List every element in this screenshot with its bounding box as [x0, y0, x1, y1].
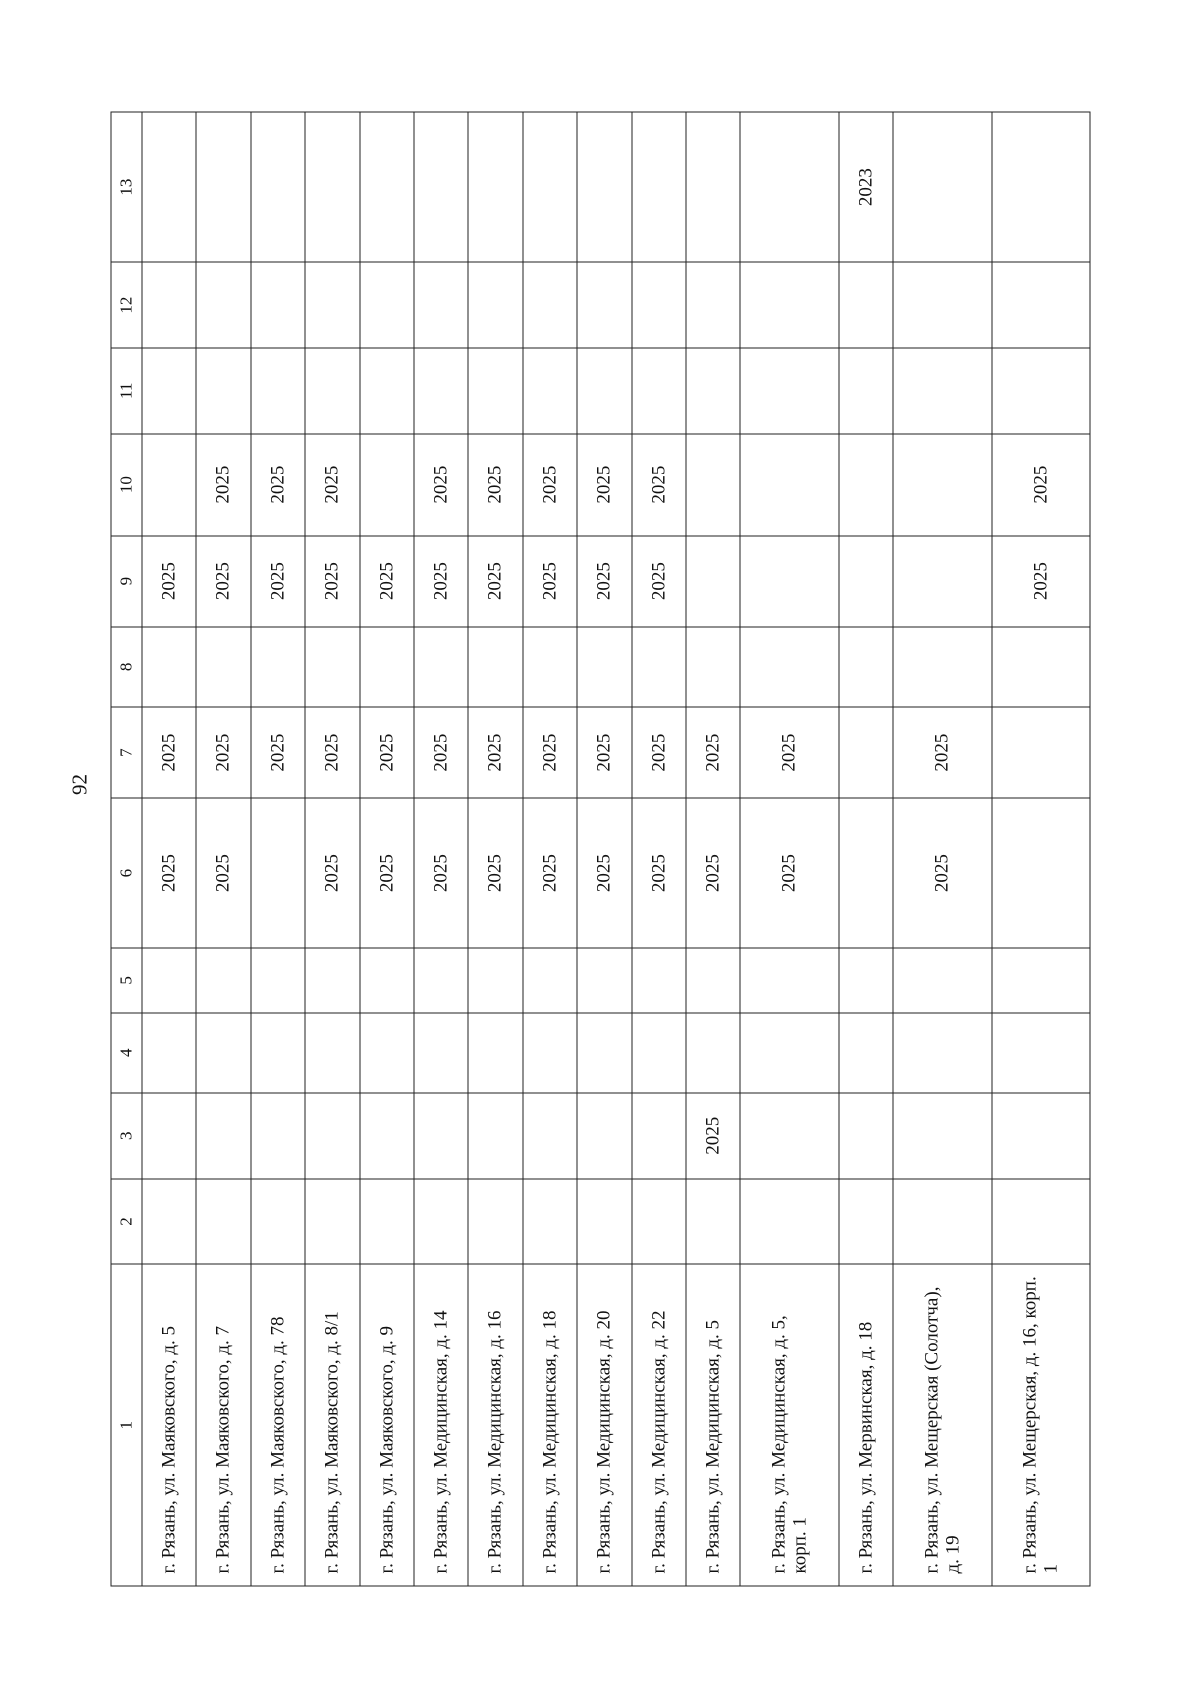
- year-cell-col-10: [142, 433, 196, 535]
- year-cell-col-3: [359, 1092, 413, 1178]
- year-cell-col-12: [838, 262, 892, 348]
- table-row: [413, 112, 467, 1586]
- year-cell-col-3: [838, 1092, 892, 1178]
- address-cell: г. Рязань, ул. Мещерская (Солотча), д. 19: [893, 1264, 991, 1586]
- year-cell-col-6: [991, 798, 1089, 948]
- column-header-6: 6: [111, 798, 142, 948]
- year-cell-col-13: [740, 112, 838, 262]
- column-header-4: 4: [111, 1012, 142, 1092]
- table-row: [577, 112, 631, 1586]
- year-cell-col-8: [838, 626, 892, 706]
- year-cell-col-9: 2025: [468, 535, 522, 626]
- address-cell: г. Рязань, ул. Медицинская, д. 14: [413, 1264, 467, 1586]
- year-cell-col-9: 2025: [413, 535, 467, 626]
- year-cell-col-13: [359, 112, 413, 262]
- year-cell-col-5: [468, 948, 522, 1012]
- year-cell-col-5: [142, 948, 196, 1012]
- year-cell-col-4: [522, 1012, 576, 1092]
- table-row: [196, 112, 250, 1586]
- address-cell: г. Рязань, ул. Медицинская, д. 20: [577, 1264, 631, 1586]
- year-cell-col-4: [838, 1012, 892, 1092]
- year-cell-col-11: [250, 347, 304, 433]
- year-cell-col-5: [196, 948, 250, 1012]
- column-header-12: 12: [111, 262, 142, 348]
- year-cell-col-8: [522, 626, 576, 706]
- table-row: [838, 112, 892, 1586]
- year-cell-col-4: [468, 1012, 522, 1092]
- table-row: [991, 112, 1089, 1586]
- year-cell-col-4: [991, 1012, 1089, 1092]
- year-cell-col-2: [142, 1178, 196, 1264]
- year-cell-col-13: [413, 112, 467, 262]
- year-cell-col-3: [250, 1092, 304, 1178]
- year-cell-col-2: [893, 1178, 991, 1264]
- year-cell-col-2: [413, 1178, 467, 1264]
- year-cell-col-4: [250, 1012, 304, 1092]
- year-cell-col-5: [250, 948, 304, 1012]
- year-cell-col-4: [685, 1012, 739, 1092]
- year-cell-col-10: 2025: [468, 433, 522, 535]
- data-table: [110, 111, 1090, 1586]
- year-cell-col-4: [631, 1012, 685, 1092]
- year-cell-col-3: [893, 1092, 991, 1178]
- table-row: [305, 112, 359, 1586]
- year-cell-col-12: [522, 262, 576, 348]
- year-cell-col-2: [305, 1178, 359, 1264]
- year-cell-col-13: [142, 112, 196, 262]
- year-cell-col-6: 2025: [522, 798, 576, 948]
- address-cell: г. Рязань, ул. Медицинская, д. 22: [631, 1264, 685, 1586]
- address-cell: г. Рязань, ул. Маяковского, д. 78: [250, 1264, 304, 1586]
- address-cell: г. Рязань, ул. Маяковского, д. 9: [359, 1264, 413, 1586]
- year-cell-col-10: 2025: [413, 433, 467, 535]
- year-cell-col-6: 2025: [196, 798, 250, 948]
- year-cell-col-11: [522, 347, 576, 433]
- year-cell-col-2: [522, 1178, 576, 1264]
- year-cell-col-13: [893, 112, 991, 262]
- column-header-7: 7: [111, 707, 142, 798]
- year-cell-col-4: [413, 1012, 467, 1092]
- table-row: [685, 112, 739, 1586]
- year-cell-col-3: [991, 1092, 1089, 1178]
- year-cell-col-4: [740, 1012, 838, 1092]
- column-header-5: 5: [111, 948, 142, 1012]
- year-cell-col-12: [631, 262, 685, 348]
- year-cell-col-8: [250, 626, 304, 706]
- year-cell-col-2: [838, 1178, 892, 1264]
- year-cell-col-4: [305, 1012, 359, 1092]
- year-cell-col-7: 2025: [685, 707, 739, 798]
- address-cell: г. Рязань, ул. Медицинская, д. 18: [522, 1264, 576, 1586]
- year-cell-col-12: [359, 262, 413, 348]
- table-row: [522, 112, 576, 1586]
- year-cell-col-11: [838, 347, 892, 433]
- year-cell-col-5: [893, 948, 991, 1012]
- year-cell-col-7: 2025: [250, 707, 304, 798]
- year-cell-col-12: [305, 262, 359, 348]
- year-cell-col-6: 2025: [685, 798, 739, 948]
- year-cell-col-8: [305, 626, 359, 706]
- year-cell-col-8: [740, 626, 838, 706]
- year-cell-col-5: [413, 948, 467, 1012]
- year-cell-col-7: [991, 707, 1089, 798]
- year-cell-col-7: 2025: [468, 707, 522, 798]
- table-row: [893, 112, 991, 1586]
- year-cell-col-13: [991, 112, 1089, 262]
- year-cell-col-11: [991, 347, 1089, 433]
- year-cell-col-10: [838, 433, 892, 535]
- address-cell: г. Рязань, ул. Маяковского, д. 7: [196, 1264, 250, 1586]
- year-cell-col-12: [577, 262, 631, 348]
- year-cell-col-9: 2025: [305, 535, 359, 626]
- year-cell-col-13: [522, 112, 576, 262]
- year-cell-col-13: [196, 112, 250, 262]
- year-cell-col-6: 2025: [359, 798, 413, 948]
- year-cell-col-11: [893, 347, 991, 433]
- address-cell: г. Рязань, ул. Мервинская, д. 18: [838, 1264, 892, 1586]
- year-cell-col-12: [142, 262, 196, 348]
- year-cell-col-2: [577, 1178, 631, 1264]
- year-cell-col-5: [631, 948, 685, 1012]
- year-cell-col-11: [305, 347, 359, 433]
- year-cell-col-5: [522, 948, 576, 1012]
- year-cell-col-7: 2025: [893, 707, 991, 798]
- column-header-13: 13: [111, 112, 142, 262]
- year-cell-col-3: [196, 1092, 250, 1178]
- year-cell-col-2: [631, 1178, 685, 1264]
- year-cell-col-7: 2025: [196, 707, 250, 798]
- address-cell: г. Рязань, ул. Медицинская, д. 5: [685, 1264, 739, 1586]
- year-cell-col-12: [685, 262, 739, 348]
- year-cell-col-13: [468, 112, 522, 262]
- year-cell-col-8: [413, 626, 467, 706]
- year-cell-col-6: [838, 798, 892, 948]
- rotated-table-container: [110, 111, 1090, 1586]
- year-cell-col-13: [250, 112, 304, 262]
- year-cell-col-9: [838, 535, 892, 626]
- year-cell-col-10: 2025: [305, 433, 359, 535]
- year-cell-col-12: [413, 262, 467, 348]
- address-cell: г. Рязань, ул. Мещерская, д. 16, корп. 1: [991, 1264, 1089, 1586]
- column-header-10: 10: [111, 433, 142, 535]
- year-cell-col-9: [685, 535, 739, 626]
- year-cell-col-10: 2025: [250, 433, 304, 535]
- year-cell-col-13: [685, 112, 739, 262]
- year-cell-col-7: 2025: [631, 707, 685, 798]
- address-cell: г. Рязань, ул. Маяковского, д. 5: [142, 1264, 196, 1586]
- year-cell-col-10: [893, 433, 991, 535]
- year-cell-col-9: 2025: [142, 535, 196, 626]
- year-cell-col-7: 2025: [577, 707, 631, 798]
- year-cell-col-6: 2025: [740, 798, 838, 948]
- year-cell-col-5: [838, 948, 892, 1012]
- year-cell-col-5: [685, 948, 739, 1012]
- year-cell-col-4: [359, 1012, 413, 1092]
- column-header-8: 8: [111, 626, 142, 706]
- year-cell-col-7: 2025: [359, 707, 413, 798]
- year-cell-col-3: [142, 1092, 196, 1178]
- year-cell-col-6: 2025: [893, 798, 991, 948]
- year-cell-col-8: [631, 626, 685, 706]
- year-cell-col-6: 2025: [577, 798, 631, 948]
- year-cell-col-9: 2025: [577, 535, 631, 626]
- year-cell-col-2: [991, 1178, 1089, 1264]
- year-cell-col-4: [142, 1012, 196, 1092]
- year-cell-col-11: [740, 347, 838, 433]
- year-cell-col-12: [893, 262, 991, 348]
- year-cell-col-4: [577, 1012, 631, 1092]
- year-cell-col-7: 2025: [413, 707, 467, 798]
- year-cell-col-7: 2025: [142, 707, 196, 798]
- table-row: [142, 112, 196, 1586]
- year-cell-col-8: [468, 626, 522, 706]
- year-cell-col-6: 2025: [468, 798, 522, 948]
- year-cell-col-4: [196, 1012, 250, 1092]
- year-cell-col-2: [196, 1178, 250, 1264]
- year-cell-col-11: [577, 347, 631, 433]
- year-cell-col-3: 2025: [685, 1092, 739, 1178]
- year-cell-col-9: [740, 535, 838, 626]
- year-cell-col-13: 2023: [838, 112, 892, 262]
- table-row: [250, 112, 304, 1586]
- year-cell-col-3: [522, 1092, 576, 1178]
- year-cell-col-2: [250, 1178, 304, 1264]
- year-cell-col-8: [577, 626, 631, 706]
- year-cell-col-2: [740, 1178, 838, 1264]
- column-header-11: 11: [111, 347, 142, 433]
- year-cell-col-9: 2025: [631, 535, 685, 626]
- year-cell-col-8: [196, 626, 250, 706]
- table-row: [359, 112, 413, 1586]
- page-number: 92: [67, 774, 92, 795]
- year-cell-col-5: [359, 948, 413, 1012]
- year-cell-col-11: [685, 347, 739, 433]
- year-cell-col-5: [577, 948, 631, 1012]
- year-cell-col-7: 2025: [305, 707, 359, 798]
- year-cell-col-10: 2025: [577, 433, 631, 535]
- year-cell-col-10: [359, 433, 413, 535]
- year-cell-col-11: [631, 347, 685, 433]
- year-cell-col-11: [359, 347, 413, 433]
- year-cell-col-9: 2025: [991, 535, 1089, 626]
- year-cell-col-3: [577, 1092, 631, 1178]
- year-cell-col-11: [142, 347, 196, 433]
- year-cell-col-7: [838, 707, 892, 798]
- year-cell-col-10: 2025: [631, 433, 685, 535]
- year-cell-col-3: [305, 1092, 359, 1178]
- year-cell-col-6: 2025: [305, 798, 359, 948]
- year-cell-col-9: 2025: [250, 535, 304, 626]
- address-cell: г. Рязань, ул. Медицинская, д. 16: [468, 1264, 522, 1586]
- year-cell-col-4: [893, 1012, 991, 1092]
- year-cell-col-3: [631, 1092, 685, 1178]
- year-cell-col-7: 2025: [740, 707, 838, 798]
- year-cell-col-9: 2025: [359, 535, 413, 626]
- year-cell-col-6: 2025: [631, 798, 685, 948]
- address-cell: г. Рязань, ул. Маяковского, д. 8/1: [305, 1264, 359, 1586]
- year-cell-col-13: [577, 112, 631, 262]
- year-cell-col-8: [359, 626, 413, 706]
- year-cell-col-10: 2025: [991, 433, 1089, 535]
- column-header-9: 9: [111, 535, 142, 626]
- year-cell-col-3: [740, 1092, 838, 1178]
- year-cell-col-5: [305, 948, 359, 1012]
- column-header-2: 2: [111, 1178, 142, 1264]
- year-cell-col-13: [305, 112, 359, 262]
- year-cell-col-8: [142, 626, 196, 706]
- year-cell-col-9: [893, 535, 991, 626]
- year-cell-col-11: [413, 347, 467, 433]
- column-header-1: 1: [111, 1264, 142, 1586]
- year-cell-col-9: 2025: [522, 535, 576, 626]
- year-cell-col-12: [196, 262, 250, 348]
- year-cell-col-3: [413, 1092, 467, 1178]
- year-cell-col-8: [991, 626, 1089, 706]
- year-cell-col-6: [250, 798, 304, 948]
- year-cell-col-12: [740, 262, 838, 348]
- column-header-3: 3: [111, 1092, 142, 1178]
- year-cell-col-5: [991, 948, 1089, 1012]
- year-cell-col-6: 2025: [142, 798, 196, 948]
- year-cell-col-11: [196, 347, 250, 433]
- year-cell-col-11: [468, 347, 522, 433]
- year-cell-col-13: [631, 112, 685, 262]
- address-cell: г. Рязань, ул. Медицинская, д. 5, корп. 1: [740, 1264, 838, 1586]
- table-header-row: [111, 112, 142, 1586]
- year-cell-col-10: [740, 433, 838, 535]
- year-cell-col-3: [468, 1092, 522, 1178]
- year-cell-col-9: 2025: [196, 535, 250, 626]
- table-row: [468, 112, 522, 1586]
- year-cell-col-8: [685, 626, 739, 706]
- year-cell-col-6: 2025: [413, 798, 467, 948]
- year-cell-col-8: [893, 626, 991, 706]
- table-row: [631, 112, 685, 1586]
- year-cell-col-2: [359, 1178, 413, 1264]
- year-cell-col-7: 2025: [522, 707, 576, 798]
- year-cell-col-10: 2025: [522, 433, 576, 535]
- year-cell-col-12: [991, 262, 1089, 348]
- year-cell-col-10: [685, 433, 739, 535]
- table-row: [740, 112, 838, 1586]
- table-body: [142, 112, 1090, 1586]
- year-cell-col-12: [468, 262, 522, 348]
- year-cell-col-12: [250, 262, 304, 348]
- year-cell-col-2: [468, 1178, 522, 1264]
- year-cell-col-5: [740, 948, 838, 1012]
- year-cell-col-2: [685, 1178, 739, 1264]
- year-cell-col-10: 2025: [196, 433, 250, 535]
